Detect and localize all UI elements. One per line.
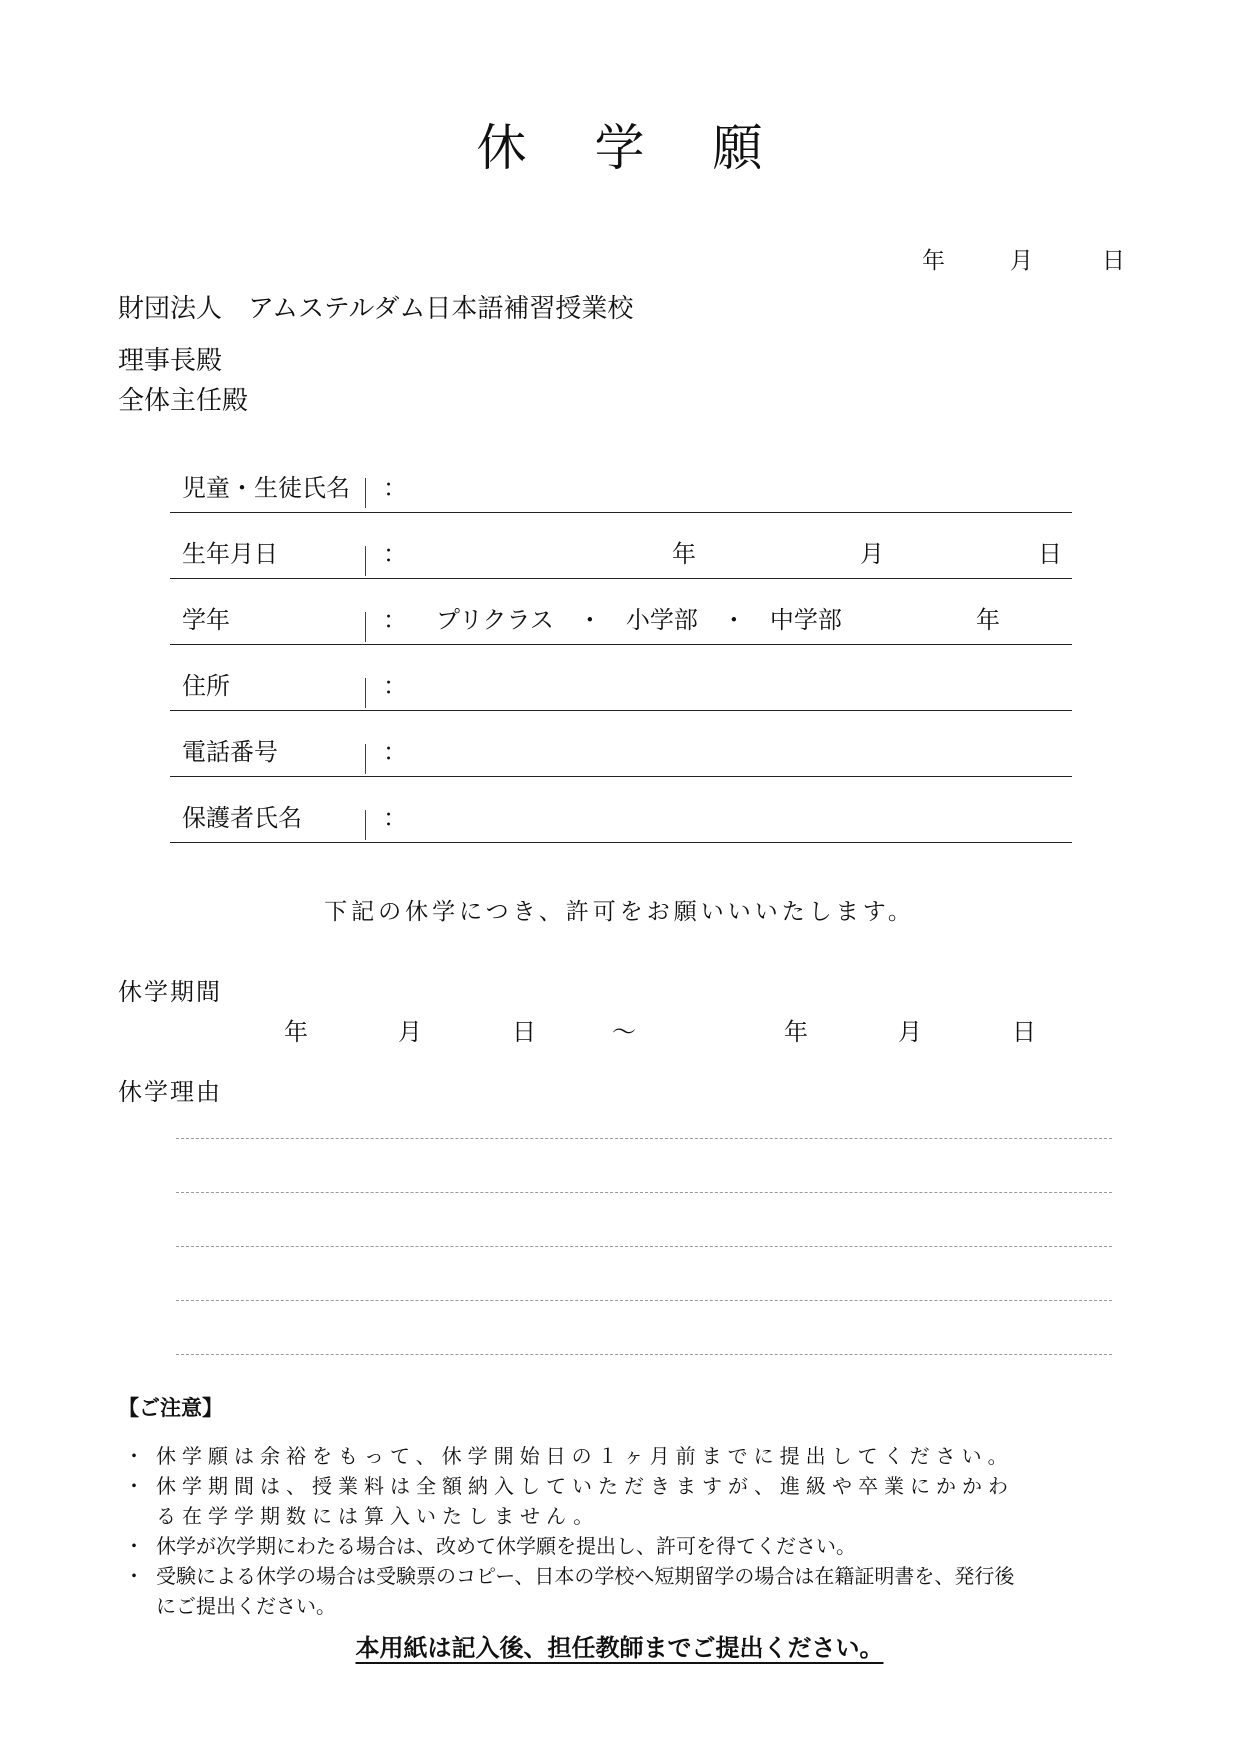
- grade-options: プリクラス ・ 小学部 ・ 中学部: [436, 606, 842, 634]
- column-divider: [365, 744, 366, 774]
- notice-item-4-line-1: 受験による休学の場合は受験票のコピー、日本の学校へ短期留学の場合は在籍証明書を、発行後: [156, 1564, 1015, 1588]
- column-divider: [365, 546, 366, 576]
- colon: ：: [383, 672, 407, 700]
- reason-line-3[interactable]: [176, 1246, 1112, 1247]
- reason-heading: 休学理由: [118, 1078, 222, 1106]
- grade-field[interactable]: [170, 644, 1072, 645]
- page-title: [0, 118, 1239, 178]
- address-label: 住所: [182, 672, 230, 700]
- top-date-day: 日: [1102, 248, 1125, 274]
- title-char-3: 願: [712, 119, 763, 177]
- period-to-day: 日: [1012, 1018, 1036, 1046]
- top-date-month: 月: [1010, 248, 1033, 274]
- guardian-name-field[interactable]: [170, 842, 1072, 843]
- period-from-month: 月: [398, 1018, 422, 1046]
- final-instruction: [0, 1628, 1239, 1663]
- grade-suffix: 年: [976, 606, 1000, 634]
- colon: ：: [383, 804, 407, 832]
- column-divider: [365, 678, 366, 708]
- student-name-field[interactable]: [170, 512, 1072, 513]
- period-from-day: 日: [512, 1018, 536, 1046]
- notice-item-4-line-2: にご提出ください。: [156, 1594, 336, 1618]
- leave-period-heading: 休学期間: [118, 978, 222, 1006]
- student-name-label: 児童・生徒氏名: [182, 474, 350, 502]
- addressee-chairman: 理事長殿: [118, 346, 223, 376]
- request-statement: 下記の休学につき、許可をお願いいいたします。: [324, 899, 915, 925]
- colon: ：: [383, 474, 407, 502]
- reason-line-1[interactable]: [176, 1138, 1112, 1139]
- bullet: ・: [124, 1474, 144, 1498]
- grade-label: 学年: [182, 606, 230, 634]
- title-char-2: 学: [594, 119, 645, 177]
- column-divider: [365, 810, 366, 840]
- birthdate-day: 日: [1038, 540, 1062, 568]
- colon: ：: [383, 606, 407, 634]
- birthdate-year: 年: [672, 540, 696, 568]
- address-field[interactable]: [170, 710, 1072, 711]
- top-date-year: 年: [922, 248, 945, 274]
- addressee-head-teacher: 全体主任殿: [118, 386, 249, 416]
- column-divider: [365, 478, 366, 508]
- period-to-year: 年: [784, 1018, 808, 1046]
- reason-line-2[interactable]: [176, 1192, 1112, 1193]
- final-instruction-text: 本用紙は記入後、担任教師までご提出ください。: [355, 1634, 884, 1662]
- column-divider: [365, 612, 366, 642]
- notice-item-2-line-2: る在学学期数には算入いたしません。: [156, 1504, 600, 1528]
- bullet: ・: [124, 1564, 144, 1588]
- period-tilde: ～: [612, 1018, 636, 1046]
- bullet: ・: [124, 1534, 144, 1558]
- period-from-year: 年: [284, 1018, 308, 1046]
- phone-label: 電話番号: [182, 738, 278, 766]
- notice-item-3: 休学が次学期にわたる場合は、改めて休学願を提出し、許可を得てください。: [156, 1534, 856, 1558]
- notice-heading: 【ご注意】: [118, 1396, 223, 1420]
- bullet: ・: [124, 1444, 144, 1468]
- reason-line-5[interactable]: [176, 1354, 1112, 1355]
- birthdate-label: 生年月日: [182, 540, 278, 568]
- title-char-1: 休: [476, 119, 527, 177]
- guardian-name-label: 保護者氏名: [182, 804, 302, 832]
- phone-field[interactable]: [170, 776, 1072, 777]
- birthdate-month: 月: [860, 540, 884, 568]
- organization-name: 財団法人 アムステルダム日本語補習授業校: [118, 294, 634, 324]
- birthdate-field[interactable]: [170, 578, 1072, 579]
- notice-item-2-line-1: 休学期間は、授業料は全額納入していただきますが、進級や卒業にかかわ: [156, 1474, 1014, 1498]
- period-to-month: 月: [898, 1018, 922, 1046]
- colon: ：: [383, 738, 407, 766]
- notice-item-1: 休学願は余裕をもって、休学開始日の１ヶ月前までに提出してください。: [156, 1444, 1014, 1468]
- colon: ：: [383, 540, 407, 568]
- reason-line-4[interactable]: [176, 1300, 1112, 1301]
